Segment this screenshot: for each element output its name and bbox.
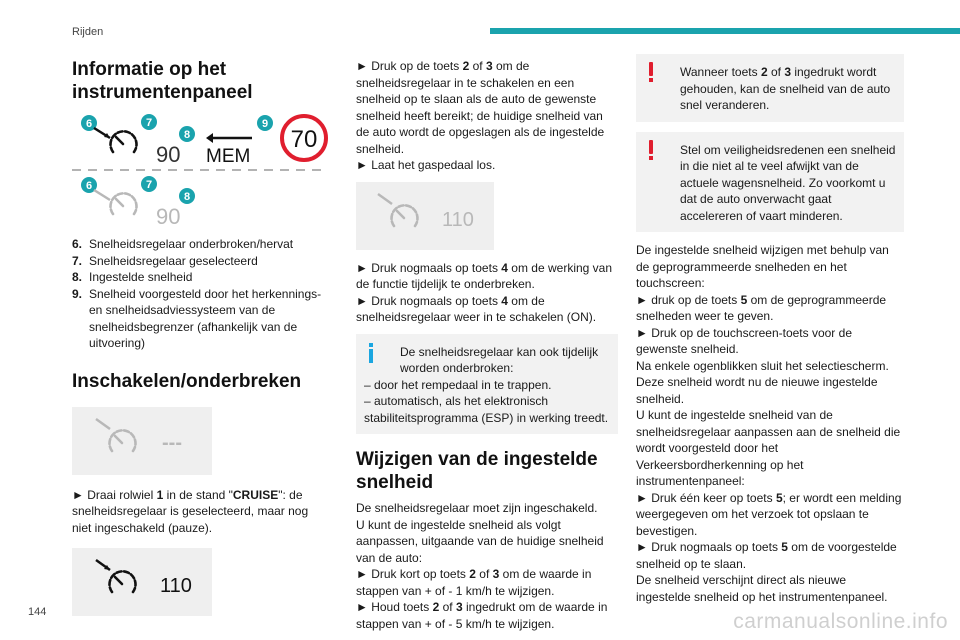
cruise-gauge-icon bbox=[110, 430, 136, 451]
paragraph-press-5-once: ► Druk één keer op toets 5; er wordt een melding weergegeven om het verzoek tot opslaan te bevestigen. bbox=[636, 490, 902, 538]
legend-item: 6. Snelheidsregelaar onderbroken/hervat bbox=[72, 237, 294, 251]
header-accent-bar bbox=[490, 28, 960, 34]
paragraph-press-2-3: ► Druk op de toets 2 of 3 om de snelheidsregelaar in te schakelen en een snelheid op te slaan als de auto de gewenste snelheid heeft bereikt; de huidige snelheid van de auto wordt de opgeslagen als de ingestelde snelheid. bbox=[356, 59, 605, 156]
column-1 bbox=[72, 58, 322, 616]
badge-8-bottom bbox=[179, 188, 195, 204]
info-note: De snelheidsregelaar kan ook tijdelijk worden onderbroken: – door het rempedaal in te trappen. – automatisch, als het elektronisch stabiliteitsprogramma (ESP) in werking treedt. bbox=[356, 334, 618, 435]
heading-dashboard-info: Informatie op het instrumentenpaneel bbox=[72, 59, 253, 103]
svg-text:8: 8 bbox=[183, 129, 191, 141]
badge-9 bbox=[257, 115, 273, 131]
paragraph-new-speed: Deze snelheid wordt nu de nieuwe ingestelde snelheid. bbox=[636, 375, 878, 406]
cruise-gauge-icon bbox=[110, 571, 136, 592]
speed-limit-sign bbox=[282, 116, 326, 160]
dashboard-figure bbox=[72, 114, 332, 230]
legend-item: 7. Snelheidsregelaar geselecteerd bbox=[72, 253, 258, 268]
svg-text:6: 6 bbox=[85, 118, 93, 130]
paused-figure bbox=[72, 407, 212, 475]
paragraph-must-be-on: De snelheidsregelaar moet zijn ingeschakeld. bbox=[356, 501, 598, 515]
legend-item: 9. Snelheid voorgesteld door het herkennings- en snelheidsadviessysteem van de snelheidsbegrenzer (afhankelijk van de uitvoering) bbox=[72, 286, 322, 350]
warning-icon bbox=[648, 62, 654, 82]
paragraph-press-4-pause: ► Druk nogmaals op toets 4 om de werking van de functie tijdelijk te onderbreken. bbox=[356, 260, 613, 291]
badge-7-bottom bbox=[141, 176, 157, 192]
active-figure bbox=[72, 548, 212, 616]
cruise-gauge-icon bbox=[111, 131, 137, 152]
svg-text:7: 7 bbox=[145, 179, 153, 191]
svg-text:70: 70 bbox=[290, 126, 318, 153]
set-speed-top: 90 bbox=[156, 142, 181, 167]
warning-icon bbox=[648, 140, 654, 160]
watermark: carmanualsonline.info bbox=[733, 610, 948, 633]
svg-text:8: 8 bbox=[183, 191, 191, 203]
paragraph-press-5: ► druk op de toets 5 om de geprogrammeerde snelheden weer te geven. bbox=[636, 292, 887, 323]
paragraph-release-pedal: ► Laat het gaspedaal los. bbox=[356, 158, 496, 172]
paragraph-adjust-intro: U kunt de ingestelde snelheid als volgt aanpassen, uitgaande van de huidige snelheid van de auto: bbox=[356, 517, 604, 565]
section-label: Rijden bbox=[72, 26, 104, 38]
column-2 bbox=[356, 58, 618, 632]
mem-label: MEM bbox=[206, 146, 251, 167]
svg-text:---: --- bbox=[162, 431, 182, 454]
svg-text:110: 110 bbox=[160, 575, 192, 597]
column-3 bbox=[636, 54, 904, 605]
paused-110-figure bbox=[356, 182, 494, 250]
paragraph-touch-key: ► Druk op de touchscreen-toets voor de gewenste snelheid. bbox=[636, 325, 852, 356]
paragraph-short-press: ► Druk kort op toets 2 of 3 om de waarde in stappen van + of - 1 km/h te wijzigen. bbox=[356, 567, 592, 598]
paragraph-rolwiel: ► Draai rolwiel 1 in de stand "CRUISE": de snelheidsregelaar is geselecteerd, maar nog niet ingeschakeld (pauze). bbox=[72, 487, 309, 535]
paragraph-sign-recognition: U kunt de ingestelde snelheid van de snelheidsregelaar aanpassen aan de snelheid die wordt voorgesteld door het Verkeersbordherkenning op het instrumentenpaneel: bbox=[636, 408, 901, 488]
paragraph-touchscreen-intro: De ingestelde snelheid wijzigen met behulp van de geprogrammeerde snelheden en het touchscreen: bbox=[636, 243, 889, 290]
heading-change-speed: Wijzigen van de ingestelde snelheid bbox=[356, 449, 598, 493]
paragraph-press-5-again: ► Druk nogmaals op toets 5 om de voorgestelde snelheid op te slaan. bbox=[636, 540, 897, 571]
paragraph-screen-closes: Na enkele ogenblikken sluit het selectiescherm. bbox=[636, 358, 889, 373]
svg-text:7: 7 bbox=[145, 117, 153, 129]
badge-8-top bbox=[179, 126, 195, 142]
set-speed-bottom: 90 bbox=[156, 204, 181, 229]
info-icon bbox=[368, 343, 374, 363]
page-number: 144 bbox=[28, 606, 47, 618]
cruise-gauge-icon bbox=[111, 193, 137, 214]
paragraph-speed-appears: De snelheid verschijnt direct als nieuwe ingestelde snelheid op het instrumentenpaneel. bbox=[636, 573, 888, 604]
warning-note: Stel om veiligheidsredenen een snelheid in die niet al te veel afwijkt van de actuele wagensnelheid. Zo voorkomt u dat de auto onverwacht gaat accelereren of vaart minderen. bbox=[636, 132, 904, 233]
legend-list bbox=[72, 236, 322, 352]
legend-item: 8. Ingestelde snelheid bbox=[72, 270, 193, 284]
warning-note: Wanneer toets 2 of 3 ingedrukt wordt gehouden, kan de snelheid van de auto snel veranderen. bbox=[636, 54, 904, 122]
cruise-gauge-icon bbox=[392, 205, 418, 226]
paragraph-press-4-on: ► Druk nogmaals op toets 4 om de snelheidsregelaar weer in te schakelen (ON). bbox=[356, 293, 597, 324]
svg-text:6: 6 bbox=[85, 180, 93, 192]
badge-7-top bbox=[141, 114, 157, 130]
paragraph-hold-press: ► Houd toets 2 of 3 ingedrukt om de waarde in stappen van + of - 5 km/h te wijzigen. bbox=[356, 600, 608, 631]
svg-text:110: 110 bbox=[442, 208, 474, 231]
svg-text:9: 9 bbox=[261, 118, 269, 130]
heading-activate: Inschakelen/onderbreken bbox=[72, 370, 302, 392]
